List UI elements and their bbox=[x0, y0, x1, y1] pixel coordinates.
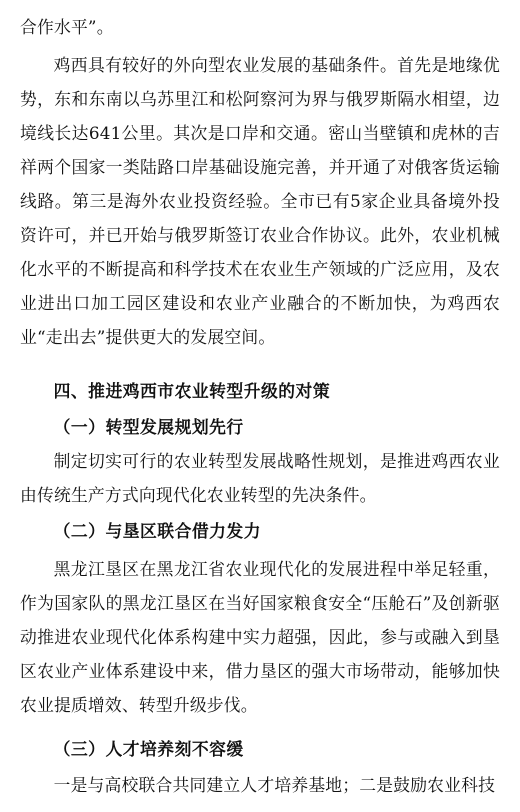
section-heading-4: 四、推进鸡西市农业转型升级的对策 bbox=[53, 381, 331, 401]
subsection-heading-3: （三）人才培养刻不容缓 bbox=[53, 739, 244, 759]
paragraph-planning: 制定切实可行的农业转型发展战略性规划，是推进鸡西农业由传统生产方式向现代化农业转型的先决条件。 bbox=[20, 451, 500, 505]
subsection-heading-1: （一）转型发展规划先行 bbox=[53, 417, 244, 437]
paragraph-talent: 一是与高校联合共同建立人才培养基地；二是鼓励农业科技 bbox=[53, 775, 496, 795]
paragraph-reclamation-area: 黑龙江垦区在黑龙江省农业现代化的发展进程中举足轻重，作为国家队的黑龙江垦区在当好国家粮食安全“压舱石”及创新驱动推进农业现代化体系构建中实力超强，因此，参与或融入到垦区农业产业体系建设中来，借力垦区的强大市场带动，能够加快农业提质增效、转型升级步伐。 bbox=[20, 559, 500, 715]
subsection-heading-2: （二）与垦区联合借力发力 bbox=[53, 521, 261, 541]
paragraph-continuation: 合作水平”。 bbox=[20, 17, 114, 37]
paragraph-foreign-agriculture: 鸡西具有较好的外向型农业发展的基础条件。首先是地缘优势，东和东南以乌苏里江和松阿察河为界与俄罗斯隔水相望，边境线长达641公里。其次是口岸和交通。密山当壁镇和虎林的吉祥两个国家一类陆路口岸基础设施完善，并开通了对俄客货运输线路。第三是海外农业投资经验。全市已有5家企业具备境外投资许可，并已开始与俄罗斯签订农业合作协议。此外，农业机械化水平的不断提高和科学技术在农业生产领域的广泛应用，及农业进出口加工园区建设和农业产业融合的不断加快，为鸡西农业“走出去”提供更大的发展空间。 bbox=[20, 55, 500, 347]
